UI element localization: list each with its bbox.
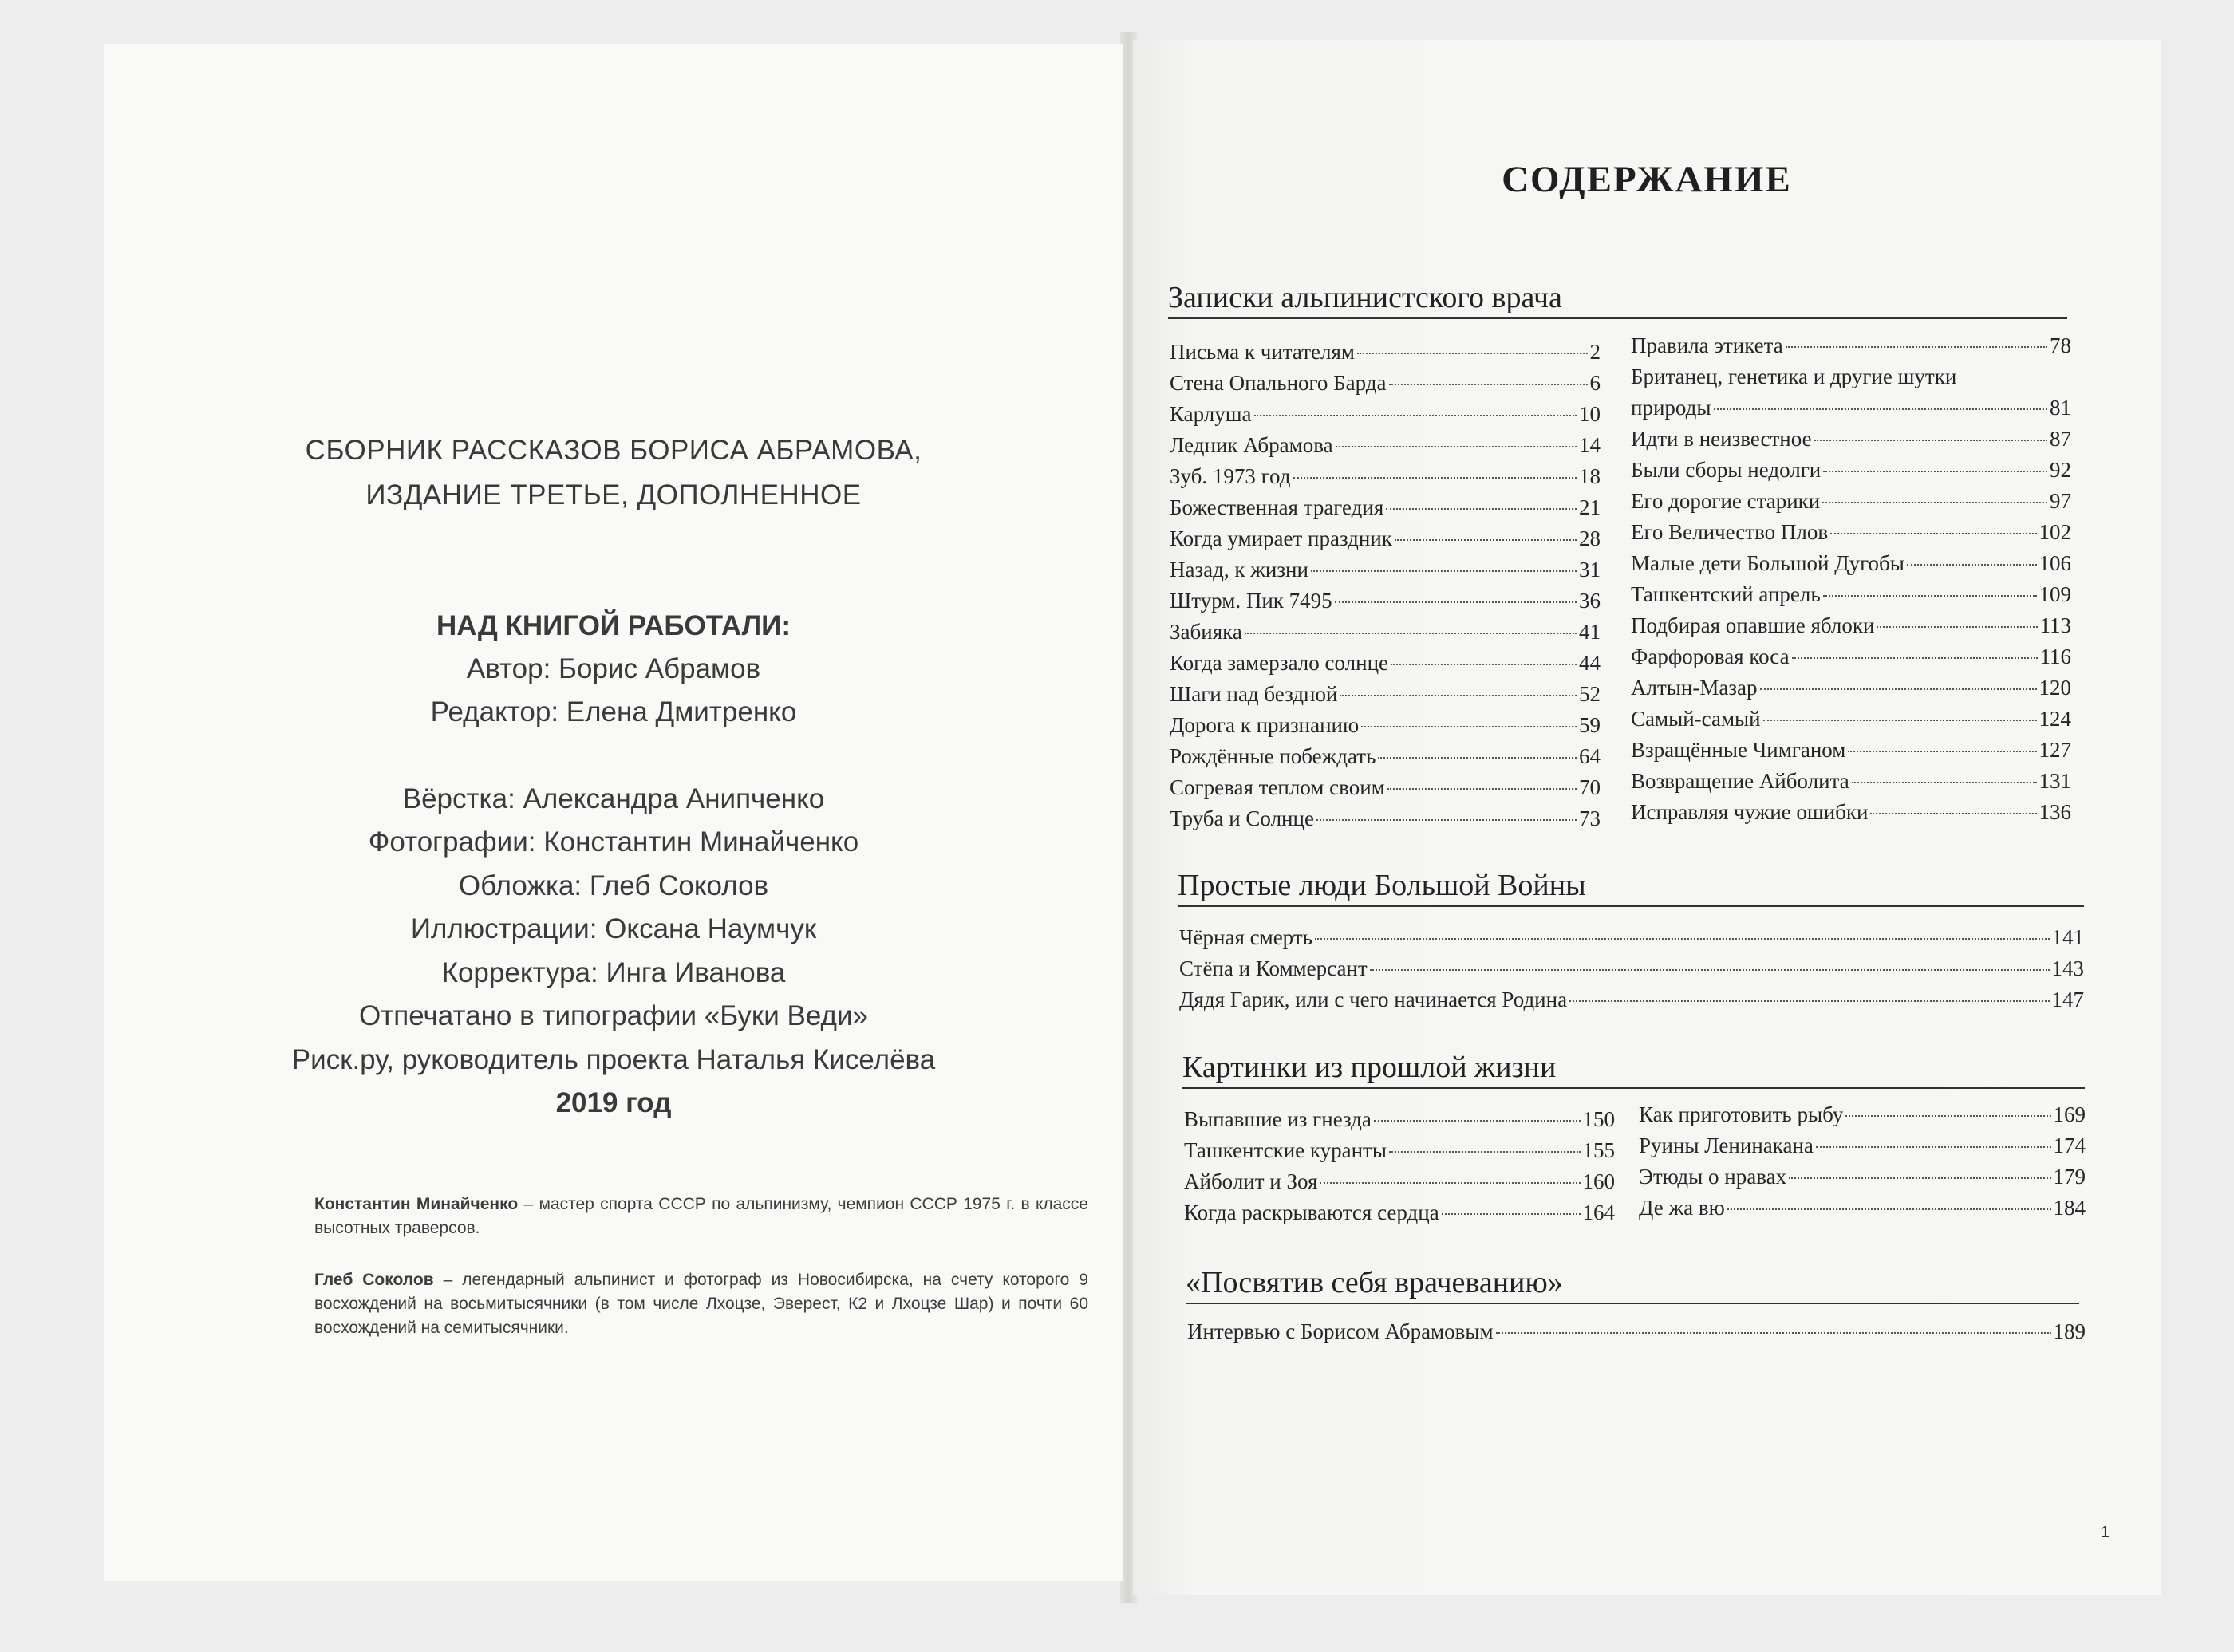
toc-entry	[1631, 672, 2071, 704]
toc-entry	[1179, 922, 2084, 953]
toc-entry-page: 113	[2039, 613, 2071, 637]
toc-entry-title: Алтын-Мазар	[1631, 676, 1758, 700]
credit-photos: Фотографии: Константин Минайченко	[368, 826, 859, 858]
toc-entry	[1179, 984, 2084, 1015]
toc-entry	[1170, 772, 1601, 803]
toc-leader-dots	[1569, 1000, 2049, 1002]
toc-column-war	[1179, 922, 2084, 1015]
credit-author: Автор: Борис Абрамов	[466, 653, 761, 684]
credit-printing: Отпечатано в типографии «Буки Веди»	[359, 1000, 868, 1031]
toc-leader-dots	[1316, 819, 1577, 821]
toc-entry	[1631, 330, 2071, 361]
toc-entry-title: Ледник Абрамова	[1170, 433, 1333, 457]
toc-leader-dots	[1496, 1332, 2051, 1334]
toc-entry	[1170, 585, 1601, 617]
toc-leader-dots	[1830, 533, 2036, 534]
toc-leader-dots	[1389, 1151, 1581, 1153]
toc-entry-title: Идти в неизвестное	[1631, 427, 1812, 451]
toc-entry	[1184, 1135, 1615, 1166]
toc-entry	[1631, 392, 2071, 424]
toc-entry-page: 174	[2053, 1134, 2086, 1157]
toc-entry-page: 73	[1579, 806, 1601, 830]
toc-entry-title: Самый-самый	[1631, 707, 1761, 731]
toc-entry-title: Британец, генетика и другие шутки	[1631, 365, 1957, 388]
toc-entry-title: Дорога к признанию	[1170, 713, 1360, 737]
toc-entry-page: 120	[2039, 676, 2071, 700]
toc-leader-dots	[1792, 657, 2038, 659]
toc-leader-dots	[1391, 664, 1577, 665]
toc-entry-title: Дядя Гарик, или с чего начинается Родина	[1179, 988, 1568, 1011]
toc-leader-dots	[1848, 751, 2036, 752]
toc-entry-page: 109	[2039, 582, 2071, 606]
toc-leader-dots	[1845, 1115, 2050, 1117]
toc-entry-page: 41	[1579, 620, 1601, 644]
toc-leader-dots	[1370, 969, 2050, 971]
section-heading-past: Картинки из прошлой жизни	[1182, 1049, 2085, 1089]
toc-entry-page: 52	[1579, 682, 1601, 706]
toc-entry-page: 179	[2053, 1165, 2086, 1189]
toc-leader-dots	[1293, 477, 1577, 479]
toc-entry-page: 18	[1579, 464, 1601, 488]
toc-entry	[1170, 617, 1601, 648]
toc-entry-page: 150	[1582, 1107, 1615, 1131]
toc-entry-page: 78	[2050, 333, 2071, 357]
toc-entry-page: 131	[2039, 769, 2071, 793]
toc-entry-page: 124	[2039, 707, 2071, 731]
toc-entry-title: Были сборы недолги	[1631, 458, 1822, 482]
toc-entry	[1170, 741, 1601, 772]
toc-leader-dots	[1361, 726, 1577, 727]
toc-entry	[1170, 554, 1601, 585]
right-page	[1133, 40, 2161, 1595]
toc-entry-page: 6	[1589, 371, 1601, 395]
note-sokolov	[314, 1268, 1088, 1340]
section-heading-interview: «Посвятив себя врачеванию»	[1186, 1264, 2079, 1304]
toc-leader-dots	[1387, 788, 1577, 790]
toc-entry	[1170, 430, 1601, 461]
credit-cover: Обложка: Глеб Соколов	[458, 870, 769, 901]
page-number: 1	[2100, 1524, 2110, 1541]
toc-entry-title: Шаги над бездной	[1170, 682, 1338, 706]
toc-entry-title: Забияка	[1170, 620, 1242, 644]
toc-entry	[1631, 424, 2071, 455]
toc-entry	[1170, 523, 1601, 554]
toc-entry-title: Чёрная смерть	[1179, 925, 1312, 949]
toc-leader-dots	[1254, 415, 1577, 416]
toc-entry-title: Этюды о нравах	[1639, 1165, 1787, 1189]
toc-entry-title: Подбирая опавшие яблоки	[1631, 613, 1875, 637]
toc-entry	[1631, 517, 2071, 548]
toc-entry	[1170, 679, 1601, 710]
year: 2019 год	[555, 1087, 672, 1118]
toc-column-interview	[1187, 1316, 2086, 1347]
toc-leader-dots	[1386, 508, 1577, 510]
toc-entry	[1631, 486, 2071, 517]
toc-entry-page: 184	[2053, 1196, 2086, 1220]
note-sokolov-name: Глеб Соколов	[314, 1271, 434, 1289]
toc-entry-page: 14	[1579, 433, 1601, 457]
note-minaychenko	[314, 1193, 1088, 1240]
toc-entry-page: 44	[1579, 651, 1601, 675]
toc-entry-page: 2	[1589, 340, 1601, 364]
toc-title: СОДЕРЖАНИЕ	[1502, 159, 1792, 200]
toc-leader-dots	[1340, 695, 1577, 696]
toc-entry	[1631, 548, 2071, 579]
toc-column-past-right	[1639, 1099, 2086, 1224]
toc-entry-title: Зуб. 1973 год	[1170, 464, 1291, 488]
toc-leader-dots	[1760, 688, 2037, 690]
toc-leader-dots	[1442, 1213, 1581, 1215]
note-minaychenko-name: Константин Минайченко	[314, 1195, 519, 1213]
toc-entry	[1170, 368, 1601, 399]
toc-leader-dots	[1814, 440, 2047, 441]
toc-entry-title: Интервью с Борисом Абрамовым	[1187, 1319, 1494, 1343]
toc-entry	[1179, 953, 2084, 984]
toc-entry-title: Взращённые Чимганом	[1631, 738, 1846, 762]
toc-leader-dots	[1335, 601, 1577, 603]
toc-entry-page: 36	[1579, 589, 1601, 613]
toc-entry-title: Его Величество Плов	[1631, 520, 1829, 544]
toc-entry	[1170, 803, 1601, 834]
toc-leader-dots	[1822, 502, 2047, 503]
toc-entry-title: Как приготовить рыбу	[1639, 1102, 1844, 1126]
section-heading-notes: Записки альпинистского врача	[1168, 279, 2067, 319]
left-page	[104, 44, 1123, 1581]
toc-entry	[1631, 735, 2071, 766]
toc-entry-page: 155	[1582, 1138, 1615, 1162]
toc-entry-page: 136	[2039, 800, 2071, 824]
toc-entry-title: Де жа вю	[1639, 1196, 1725, 1220]
toc-entry-title: Штурм. Пик 7495	[1170, 589, 1332, 613]
toc-entry-title: Когда замерзало солнце	[1170, 651, 1389, 675]
toc-entry-page: 189	[2053, 1319, 2086, 1343]
toc-entry	[1184, 1166, 1615, 1197]
toc-entry-page: 147	[2051, 988, 2084, 1011]
toc-leader-dots	[1763, 720, 2037, 721]
toc-entry-page: 102	[2039, 520, 2071, 544]
toc-leader-dots	[1877, 626, 2037, 628]
toc-entry	[1170, 461, 1601, 492]
toc-entry-page: 106	[2039, 551, 2071, 575]
toc-leader-dots	[1870, 813, 2036, 814]
toc-entry-title: Его дорогие старики	[1631, 489, 1821, 513]
toc-entry-title: Возвращение Айболита	[1631, 769, 1849, 793]
toc-entry-page: 10	[1579, 402, 1601, 426]
toc-leader-dots	[1823, 471, 2047, 472]
toc-entry	[1631, 797, 2071, 828]
toc-leader-dots	[1786, 346, 2047, 348]
toc-entry-page: 70	[1579, 775, 1601, 799]
toc-entry-page: 87	[2050, 427, 2071, 451]
toc-leader-dots	[1378, 757, 1577, 759]
toc-entry	[1639, 1193, 2086, 1224]
toc-entry-page: 28	[1579, 526, 1601, 550]
toc-entry	[1184, 1104, 1615, 1135]
credit-illustrations: Иллюстрации: Оксана Наумчук	[410, 913, 817, 944]
toc-entry-title: Ташкентские куранты	[1184, 1138, 1387, 1162]
toc-entry-page: 143	[2051, 956, 2084, 980]
toc-entry-page: 141	[2051, 925, 2084, 949]
credits-heading: НАД КНИГОЙ РАБОТАЛИ:	[436, 610, 791, 641]
toc-column-past-left	[1184, 1104, 1615, 1228]
toc-entry	[1170, 648, 1601, 679]
toc-entry-page: 160	[1582, 1169, 1615, 1193]
toc-entry-title: Стёпа и Коммерсант	[1179, 956, 1368, 980]
toc-leader-dots	[1823, 595, 2037, 597]
credit-layout: Вёрстка: Александра Анипченко	[402, 783, 825, 814]
toc-entry	[1184, 1197, 1615, 1228]
toc-leader-dots	[1714, 408, 2048, 410]
toc-entry-page: 81	[2050, 396, 2071, 420]
toc-entry-title: Рождённые побеждать	[1170, 744, 1376, 768]
toc-entry	[1631, 766, 2071, 797]
toc-leader-dots	[1907, 564, 2037, 566]
toc-entry	[1631, 579, 2071, 610]
credit-project: Риск.ру, руководитель проекта Наталья Киселёва	[291, 1044, 936, 1075]
toc-entry-title: Когда раскрываются сердца	[1184, 1201, 1439, 1224]
toc-entry-title: Труба и Солнце	[1170, 806, 1314, 830]
toc-entry-title: природы	[1631, 396, 1711, 420]
toc-leader-dots	[1852, 782, 2037, 783]
toc-entry	[1631, 704, 2071, 735]
toc-leader-dots	[1357, 353, 1588, 354]
note-sokolov-text: – легендарный альпинист и фотограф из Новосибирска, на счету которого 9 восхождений на восьмитысячники (в том числе Лхоцзе, Эверест, К2 и Лхоцзе Шар) и почти 60 восхождений на семитысячники.	[314, 1271, 1089, 1337]
toc-leader-dots	[1311, 570, 1577, 572]
toc-entry-page: 127	[2039, 738, 2071, 762]
toc-entry-title: Фарфоровая коса	[1631, 645, 1790, 668]
toc-entry-page: 31	[1579, 558, 1601, 582]
toc-entry	[1639, 1130, 2086, 1161]
toc-entry-page: 64	[1579, 744, 1601, 768]
toc-entry	[1631, 361, 2071, 392]
toc-entry-title: Стена Опального Барда	[1170, 371, 1387, 395]
toc-entry-title: Божественная трагедия	[1170, 495, 1384, 519]
toc-entry-title: Руины Ленинакана	[1639, 1134, 1814, 1157]
toc-entry-title: Малые дети Большой Дугобы	[1631, 551, 1904, 575]
section-heading-war: Простые люди Большой Войны	[1178, 867, 2084, 907]
credit-proofreading: Корректура: Инга Иванова	[441, 957, 786, 988]
toc-entry-title: Назад, к жизни	[1170, 558, 1308, 582]
toc-entry-page: 164	[1582, 1201, 1615, 1224]
toc-leader-dots	[1374, 1120, 1581, 1122]
toc-entry	[1187, 1316, 2086, 1347]
toc-entry	[1631, 610, 2071, 641]
toc-leader-dots	[1336, 446, 1577, 447]
collection-line-1: СБОРНИК РАССКАЗОВ БОРИСА АБРАМОВА,	[305, 435, 922, 466]
toc-leader-dots	[1320, 1182, 1580, 1184]
toc-leader-dots	[1816, 1146, 2051, 1148]
toc-entry-page: 92	[2050, 458, 2071, 482]
toc-entry-page: 97	[2050, 489, 2071, 513]
toc-entry-title: Когда умирает праздник	[1170, 526, 1392, 550]
toc-entry	[1170, 710, 1601, 741]
collection-line-2: ИЗДАНИЕ ТРЕТЬЕ, ДОПОЛНЕННОЕ	[365, 479, 862, 511]
toc-column-notes-left	[1170, 337, 1601, 834]
toc-entry	[1631, 641, 2071, 672]
toc-leader-dots	[1315, 938, 2050, 940]
toc-entry	[1639, 1099, 2086, 1130]
toc-leader-dots	[1395, 539, 1577, 541]
toc-entry-title: Выпавшие из гнезда	[1184, 1107, 1372, 1131]
toc-entry-title: Письма к читателям	[1170, 340, 1355, 364]
toc-entry	[1170, 492, 1601, 523]
toc-entry-page: 116	[2039, 645, 2071, 668]
toc-leader-dots	[1789, 1177, 2050, 1179]
toc-entry-page: 59	[1579, 713, 1601, 737]
toc-entry-page: 169	[2053, 1102, 2086, 1126]
toc-entry-title: Исправляя чужие ошибки	[1631, 800, 1869, 824]
toc-entry-title: Карлуша	[1170, 402, 1252, 426]
toc-entry	[1631, 455, 2071, 486]
toc-entry	[1170, 337, 1601, 368]
toc-entry	[1639, 1161, 2086, 1193]
toc-entry-title: Ташкентский апрель	[1631, 582, 1821, 606]
toc-entry-title: Правила этикета	[1631, 333, 1783, 357]
toc-entry-title: Айболит и Зоя	[1184, 1169, 1318, 1193]
toc-entry-title: Согревая теплом своим	[1170, 775, 1385, 799]
credit-editor: Редактор: Елена Дмитренко	[430, 696, 797, 727]
toc-leader-dots	[1389, 384, 1588, 385]
toc-entry	[1170, 399, 1601, 430]
toc-leader-dots	[1245, 633, 1577, 634]
toc-leader-dots	[1727, 1208, 2051, 1210]
toc-entry-page: 21	[1579, 495, 1601, 519]
toc-column-notes-right	[1631, 330, 2071, 828]
note-minaychenko-text: – мастер спорта СССР по альпинизму, чемпион СССР 1975 г. в классе высотных траверсов.	[314, 1195, 1088, 1237]
